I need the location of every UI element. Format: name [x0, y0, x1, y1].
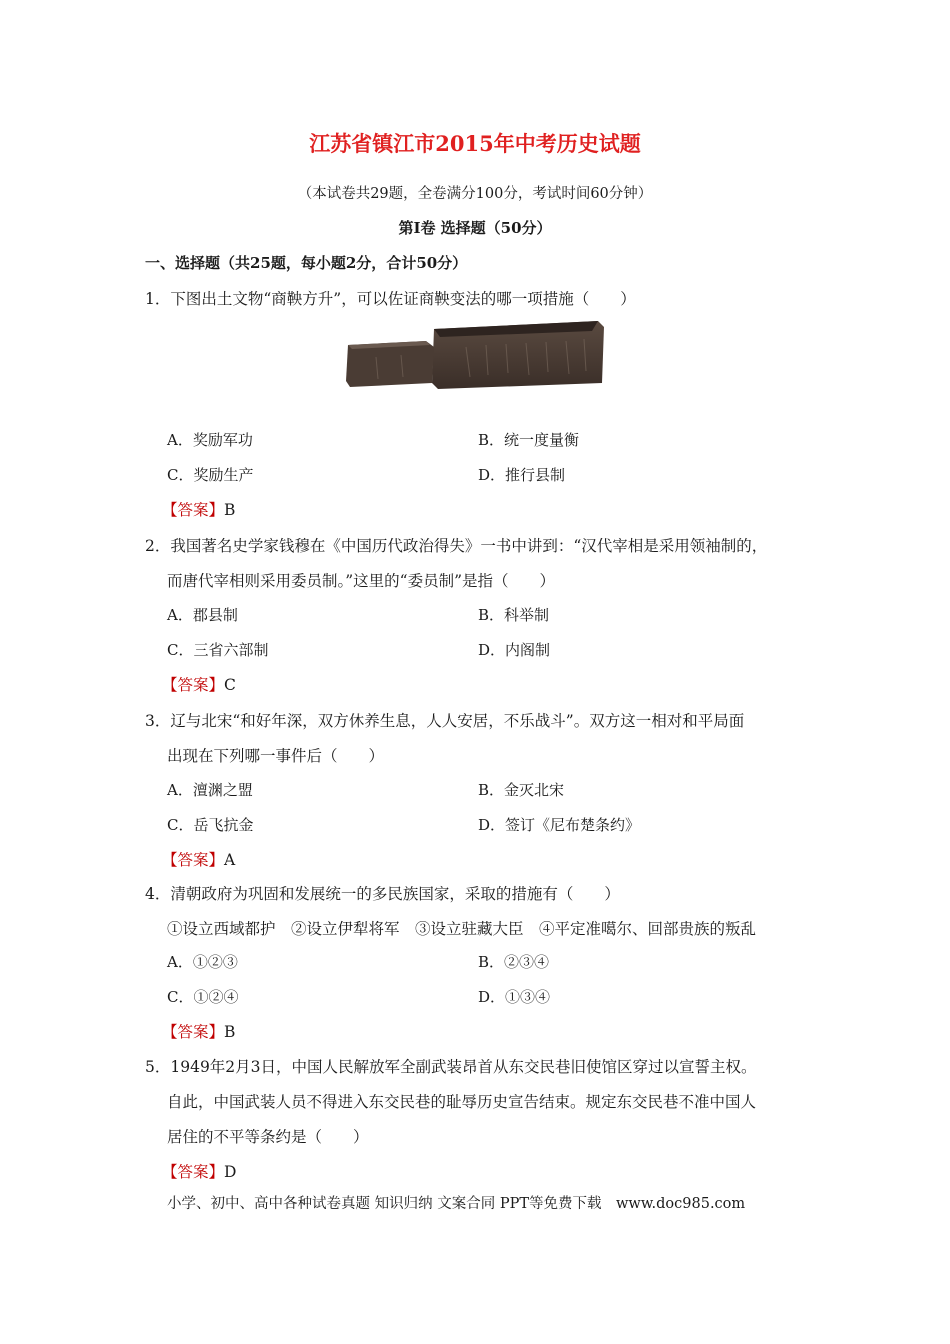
question-3-option-d: D．签订《尼布楚条约》 [478, 816, 641, 834]
shang-yang-fang-sheng-image [346, 317, 604, 393]
section-heading: 一、选择题（共25题，每小题2分，合计50分） [145, 254, 468, 272]
answer-label: 答案 [177, 501, 209, 519]
question-3-line-2: 出现在下列哪一事件后（ ） [167, 747, 385, 765]
question-5-line-2: 自此，中国武装人员不得进入东交民巷的耻辱历史宣告结束。规定东交民巷不准中国人 [167, 1093, 757, 1111]
answer-open-bracket: 【 [162, 851, 178, 869]
answer-close-bracket: 】 [208, 851, 225, 869]
question-2-option-b: B．科举制 [478, 606, 550, 624]
answer-label: 答案 [177, 1163, 209, 1181]
answer-value: A [224, 851, 236, 869]
answer-label: 答案 [177, 676, 209, 694]
answer-label: 答案 [177, 851, 209, 869]
question-2-option-d: D．内阁制 [478, 641, 551, 659]
question-3-option-c: C．岳飞抗金 [167, 816, 254, 834]
answer-close-bracket: 】 [208, 1163, 225, 1181]
question-4-option-a: A．①②③ [167, 953, 238, 971]
answer-open-bracket: 【 [162, 1163, 178, 1181]
question-4-option-b: B．②③④ [478, 953, 550, 971]
answer-open-bracket: 【 [162, 676, 178, 694]
answer-close-bracket: 】 [208, 676, 225, 694]
question-1-line-1: 1．下图出土文物“商鞅方升”，可以佐证商鞅变法的哪一项措施（ ） [145, 290, 636, 308]
answer-value: B [224, 501, 236, 519]
question-5-answer [162, 1160, 236, 1182]
answer-value: B [224, 1023, 236, 1041]
question-3-answer [162, 848, 235, 870]
answer-close-bracket: 】 [208, 501, 225, 519]
question-4-answer [162, 1020, 235, 1042]
question-5-line-1: 5．1949年2月3日，中国人民解放军全副武装昂首从东交民巷旧使馆区穿过以宣誓主权。 [145, 1058, 757, 1076]
question-2-option-c: C．三省六部制 [167, 641, 269, 659]
question-2-line-2: 而唐代宰相则采用委员制。”这里的“委员制”是指（ ） [167, 572, 556, 590]
answer-label: 答案 [177, 1023, 209, 1041]
page-title: 江苏省镇江市2015年中考历史试题 [309, 131, 641, 156]
question-1-option-c: C．奖励生产 [167, 466, 254, 484]
question-4-line-2: ①设立西域都护 ②设立伊犁将军 ③设立驻藏大臣 ④平定准噶尔、回部贵族的叛乱 [167, 920, 757, 938]
answer-value: C [224, 676, 236, 694]
question-4-option-c: C．①②④ [167, 988, 239, 1006]
question-2-line-1: 2．我国著名史学家钱穆在《中国历代政治得失》一书中讲到：“汉代宰相是采用领袖制的， [145, 537, 768, 555]
question-1-answer [162, 498, 235, 520]
answer-value: D [224, 1163, 237, 1181]
question-1-option-a: A．奖励军功 [167, 431, 253, 449]
question-1-option-d: D．推行县制 [478, 466, 566, 484]
footer-watermark: 小学、初中、高中各种试卷真题 知识归纳 文案合同 PPT等免费下载 www.doc985.com [167, 1196, 746, 1212]
question-4-option-d: D．①③④ [478, 988, 551, 1006]
question-1-option-b: B．统一度量衡 [478, 431, 580, 449]
question-3-option-b: B．金灭北宋 [478, 781, 565, 799]
answer-open-bracket: 【 [162, 1023, 178, 1041]
question-2-option-a: A．郡县制 [167, 606, 238, 624]
question-3-option-a: A．澶渊之盟 [167, 781, 253, 799]
question-3-line-1: 3．辽与北宋“和好年深，双方休养生息，人人安居，不乐战斗”。双方这一相对和平局面 [145, 712, 745, 730]
answer-open-bracket: 【 [162, 501, 178, 519]
answer-close-bracket: 】 [208, 1023, 225, 1041]
part-heading: 第Ⅰ卷 选择题（50分） [398, 219, 552, 237]
question-4-line-1: 4．清朝政府为巩固和发展统一的多民族国家，采取的措施有（ ） [145, 885, 620, 903]
question-5-line-3: 居住的不平等条约是（ ） [167, 1128, 369, 1146]
exam-meta: （本试卷共29题，全卷满分100分，考试时间60分钟） [297, 186, 653, 202]
question-2-answer [162, 673, 236, 695]
